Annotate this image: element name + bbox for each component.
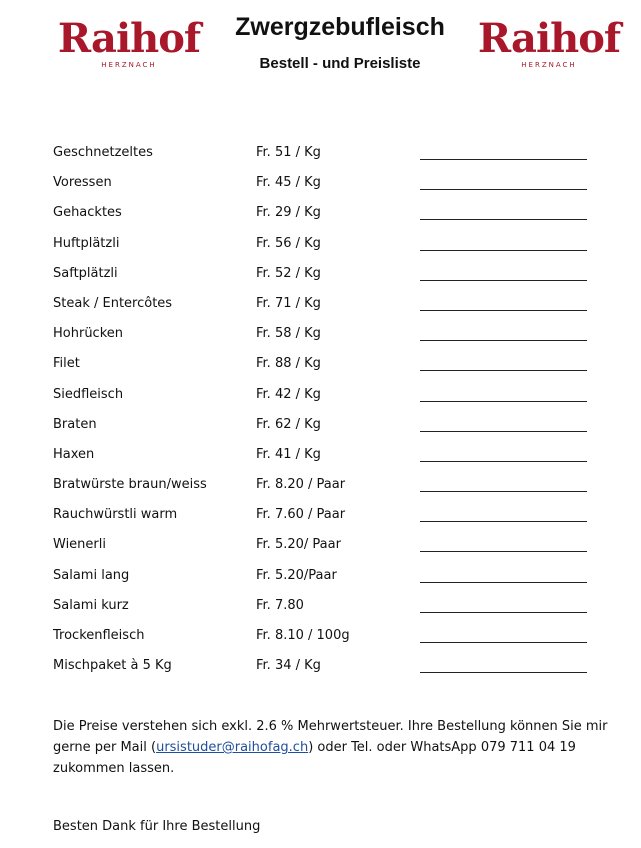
order-quantity-line[interactable] [420, 370, 587, 371]
product-price: Fr. 51 / Kg [256, 145, 321, 160]
order-quantity-line[interactable] [420, 521, 587, 522]
product-price-list [53, 144, 593, 687]
product-name: Huftplätzli [53, 235, 120, 251]
product-name: Geschnetzeltes [53, 145, 153, 160]
logo-subtitle: HERZNACH [521, 61, 577, 69]
product-row [53, 657, 593, 687]
product-name: Salami kurz [53, 597, 129, 613]
order-quantity-line[interactable] [420, 612, 587, 613]
product-name: Bratwürste braun/weiss [53, 477, 207, 493]
product-row [53, 416, 593, 446]
order-quantity-line[interactable] [420, 310, 587, 311]
order-quantity-line[interactable] [420, 582, 587, 583]
product-name: Braten [53, 416, 97, 432]
product-name: Wienerli [53, 537, 106, 553]
product-row [53, 265, 593, 295]
product-price: Fr. 8.10 / 100g [256, 628, 350, 643]
product-price: Fr. 52 / Kg [256, 265, 321, 281]
order-quantity-line[interactable] [420, 672, 587, 673]
product-row [53, 174, 593, 204]
note-text-2: ) oder Tel. oder WhatsApp 079 711 04 19 zukommen lassen. [53, 740, 576, 776]
order-quantity-line[interactable] [420, 642, 587, 643]
product-price: Fr. 42 / Kg [256, 386, 321, 402]
product-price: Fr. 41 / Kg [256, 446, 321, 462]
product-price: Fr. 71 / Kg [256, 295, 321, 311]
product-price: Fr. 29 / Kg [256, 205, 321, 221]
product-price: Fr. 56 / Kg [256, 235, 321, 251]
order-quantity-line[interactable] [420, 159, 587, 160]
product-row [53, 597, 593, 627]
product-name: Trockenfleisch [53, 628, 145, 643]
email-link[interactable]: ursistuder@raihofag.ch [156, 740, 309, 755]
product-row [53, 295, 593, 325]
product-row [53, 506, 593, 536]
product-row [53, 567, 593, 597]
product-row [53, 476, 593, 506]
order-quantity-line[interactable] [420, 461, 587, 462]
product-price: Fr. 8.20 / Paar [256, 477, 346, 493]
product-name: Salami lang [53, 567, 130, 583]
order-quantity-line[interactable] [420, 401, 587, 402]
note-text-1: Die Preise verstehen sich exkl. 2.6 % Mehrwertsteuer. Ihre Bestellung können Sie mir gerne per Mail ( [53, 719, 608, 755]
raihof-logo-left [54, 16, 204, 76]
raihof-logo-right [474, 16, 624, 76]
product-name: Siedfleisch [53, 386, 124, 402]
order-quantity-line[interactable] [420, 551, 587, 552]
product-name: Hohrücken [53, 326, 124, 342]
product-row [53, 144, 593, 174]
page-subtitle: Bestell - und Preisliste [259, 55, 421, 72]
logo-subtitle: HERZNACH [101, 61, 157, 69]
page-title: Zwergzebufleisch [235, 13, 445, 41]
order-quantity-line[interactable] [420, 189, 587, 190]
product-name: Saftplätzli [53, 265, 118, 281]
product-price: Fr. 62 / Kg [256, 416, 321, 432]
order-quantity-line[interactable] [420, 280, 587, 281]
order-quantity-line[interactable] [420, 340, 587, 341]
vat-order-note [53, 716, 623, 779]
product-row [53, 386, 593, 416]
product-price: Fr. 5.20/Paar [256, 567, 337, 583]
product-row [53, 204, 593, 234]
product-name: Voressen [53, 175, 112, 191]
product-price: Fr. 7.60 / Paar [256, 507, 346, 523]
order-quantity-line[interactable] [420, 491, 587, 492]
product-price: Fr. 5.20/ Paar [256, 537, 341, 553]
product-row [53, 355, 593, 385]
product-row [53, 325, 593, 355]
order-quantity-line[interactable] [420, 219, 587, 220]
product-price: Fr. 34 / Kg [256, 658, 321, 674]
product-price: Fr. 7.80 [256, 597, 304, 613]
product-name: Filet [53, 356, 80, 372]
product-row [53, 536, 593, 566]
product-row [53, 627, 593, 657]
order-quantity-line[interactable] [420, 250, 587, 251]
logo-wordmark: Raihof [57, 15, 201, 62]
product-name: Steak / Entercôtes [53, 295, 173, 311]
product-price: Fr. 45 / Kg [256, 175, 321, 191]
product-name: Mischpaket à 5 Kg [53, 658, 172, 674]
product-price: Fr. 88 / Kg [256, 356, 321, 372]
logo-wordmark: Raihof [477, 15, 621, 62]
product-row [53, 446, 593, 476]
product-row [53, 235, 593, 265]
product-price: Fr. 58 / Kg [256, 326, 321, 342]
product-name: Gehacktes [53, 205, 122, 221]
order-quantity-line[interactable] [420, 431, 587, 432]
product-name: Haxen [53, 446, 95, 462]
closing-text: Besten Dank für Ihre Bestellung [53, 819, 261, 834]
product-name: Rauchwürstli warm [53, 507, 178, 523]
